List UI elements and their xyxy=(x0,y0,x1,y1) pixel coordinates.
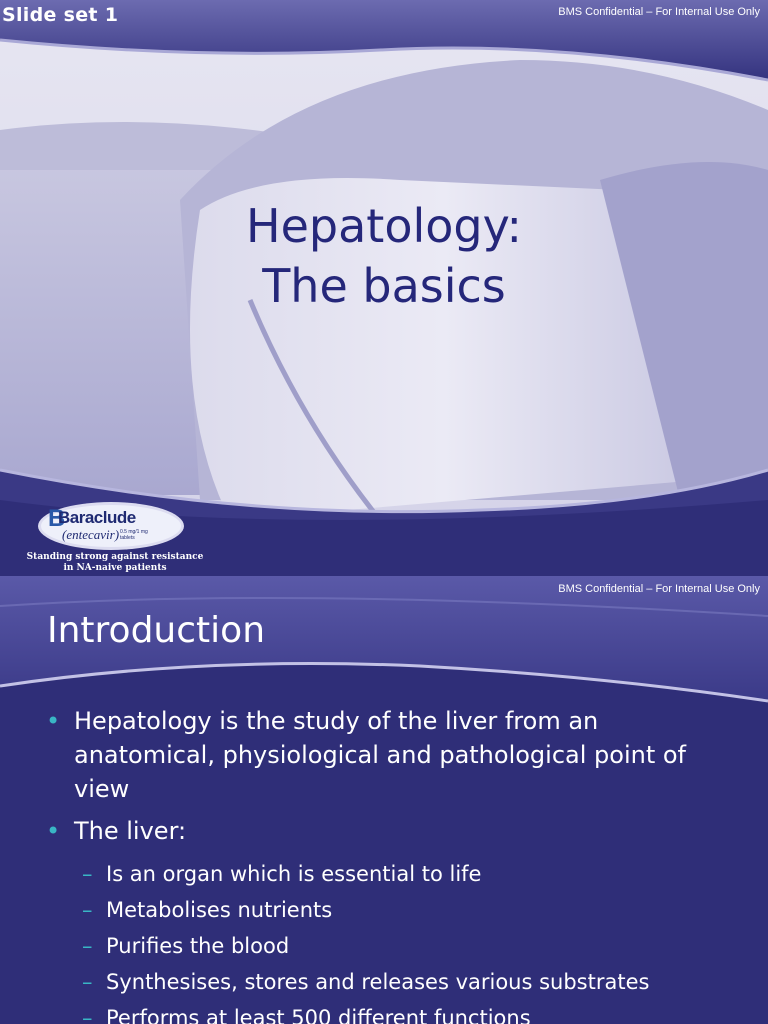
sub-bullet-item xyxy=(46,928,746,964)
sub-bullet-text: Is an organ which is essential to life xyxy=(106,862,482,886)
slide-set-label: Slide set 1 xyxy=(2,4,119,26)
confidential-notice: BMS Confidential – For Internal Use Only xyxy=(558,6,760,18)
bullet-dot-icon: • xyxy=(46,707,61,735)
bullet-dot-icon: • xyxy=(46,817,61,845)
sub-bullet-item xyxy=(46,856,746,892)
dash-icon: – xyxy=(82,970,93,994)
bullet-list xyxy=(46,704,746,1024)
sub-bullet-text: Synthesises, stores and releases various substrates xyxy=(106,970,650,994)
title-line-1: Hepatology: xyxy=(246,199,522,253)
logo-brand-name: Baraclude xyxy=(58,508,136,527)
logo-small-print: 0.5 mg/1 mg tablets xyxy=(120,529,148,541)
sub-bullet-item xyxy=(46,892,746,928)
svg-text:B: B xyxy=(48,505,66,532)
sub-bullet-text: Performs at least 500 different functions xyxy=(106,1006,531,1024)
slide-title xyxy=(0,196,768,316)
dash-icon: – xyxy=(82,1006,93,1024)
tagline-line-2: in NA-naive patients xyxy=(63,563,167,573)
slide-title: Introduction xyxy=(47,610,266,651)
logo-tagline xyxy=(0,552,230,574)
dash-icon: – xyxy=(82,862,93,886)
tagline-line-1: Standing strong against resistance xyxy=(26,552,204,562)
sub-bullet-text: Metabolises nutrients xyxy=(106,898,333,922)
bullet-text: The liver: xyxy=(74,817,187,845)
sub-bullet-item xyxy=(46,964,746,1000)
introduction-slide xyxy=(0,576,768,1024)
sub-bullet-item xyxy=(46,1000,746,1024)
title-line-2: The basics xyxy=(262,259,506,313)
sub-bullet-text: Purifies the blood xyxy=(106,934,290,958)
bullet-item xyxy=(46,814,746,848)
logo-generic-name: (entecavir) xyxy=(62,527,120,542)
dash-icon: – xyxy=(82,898,93,922)
confidential-notice: BMS Confidential – For Internal Use Only xyxy=(558,583,760,595)
bullet-item xyxy=(46,704,746,806)
bullet-text: Hepatology is the study of the liver from an anatomical, physiological and pathological point of view xyxy=(74,707,686,803)
dash-icon: – xyxy=(82,934,93,958)
